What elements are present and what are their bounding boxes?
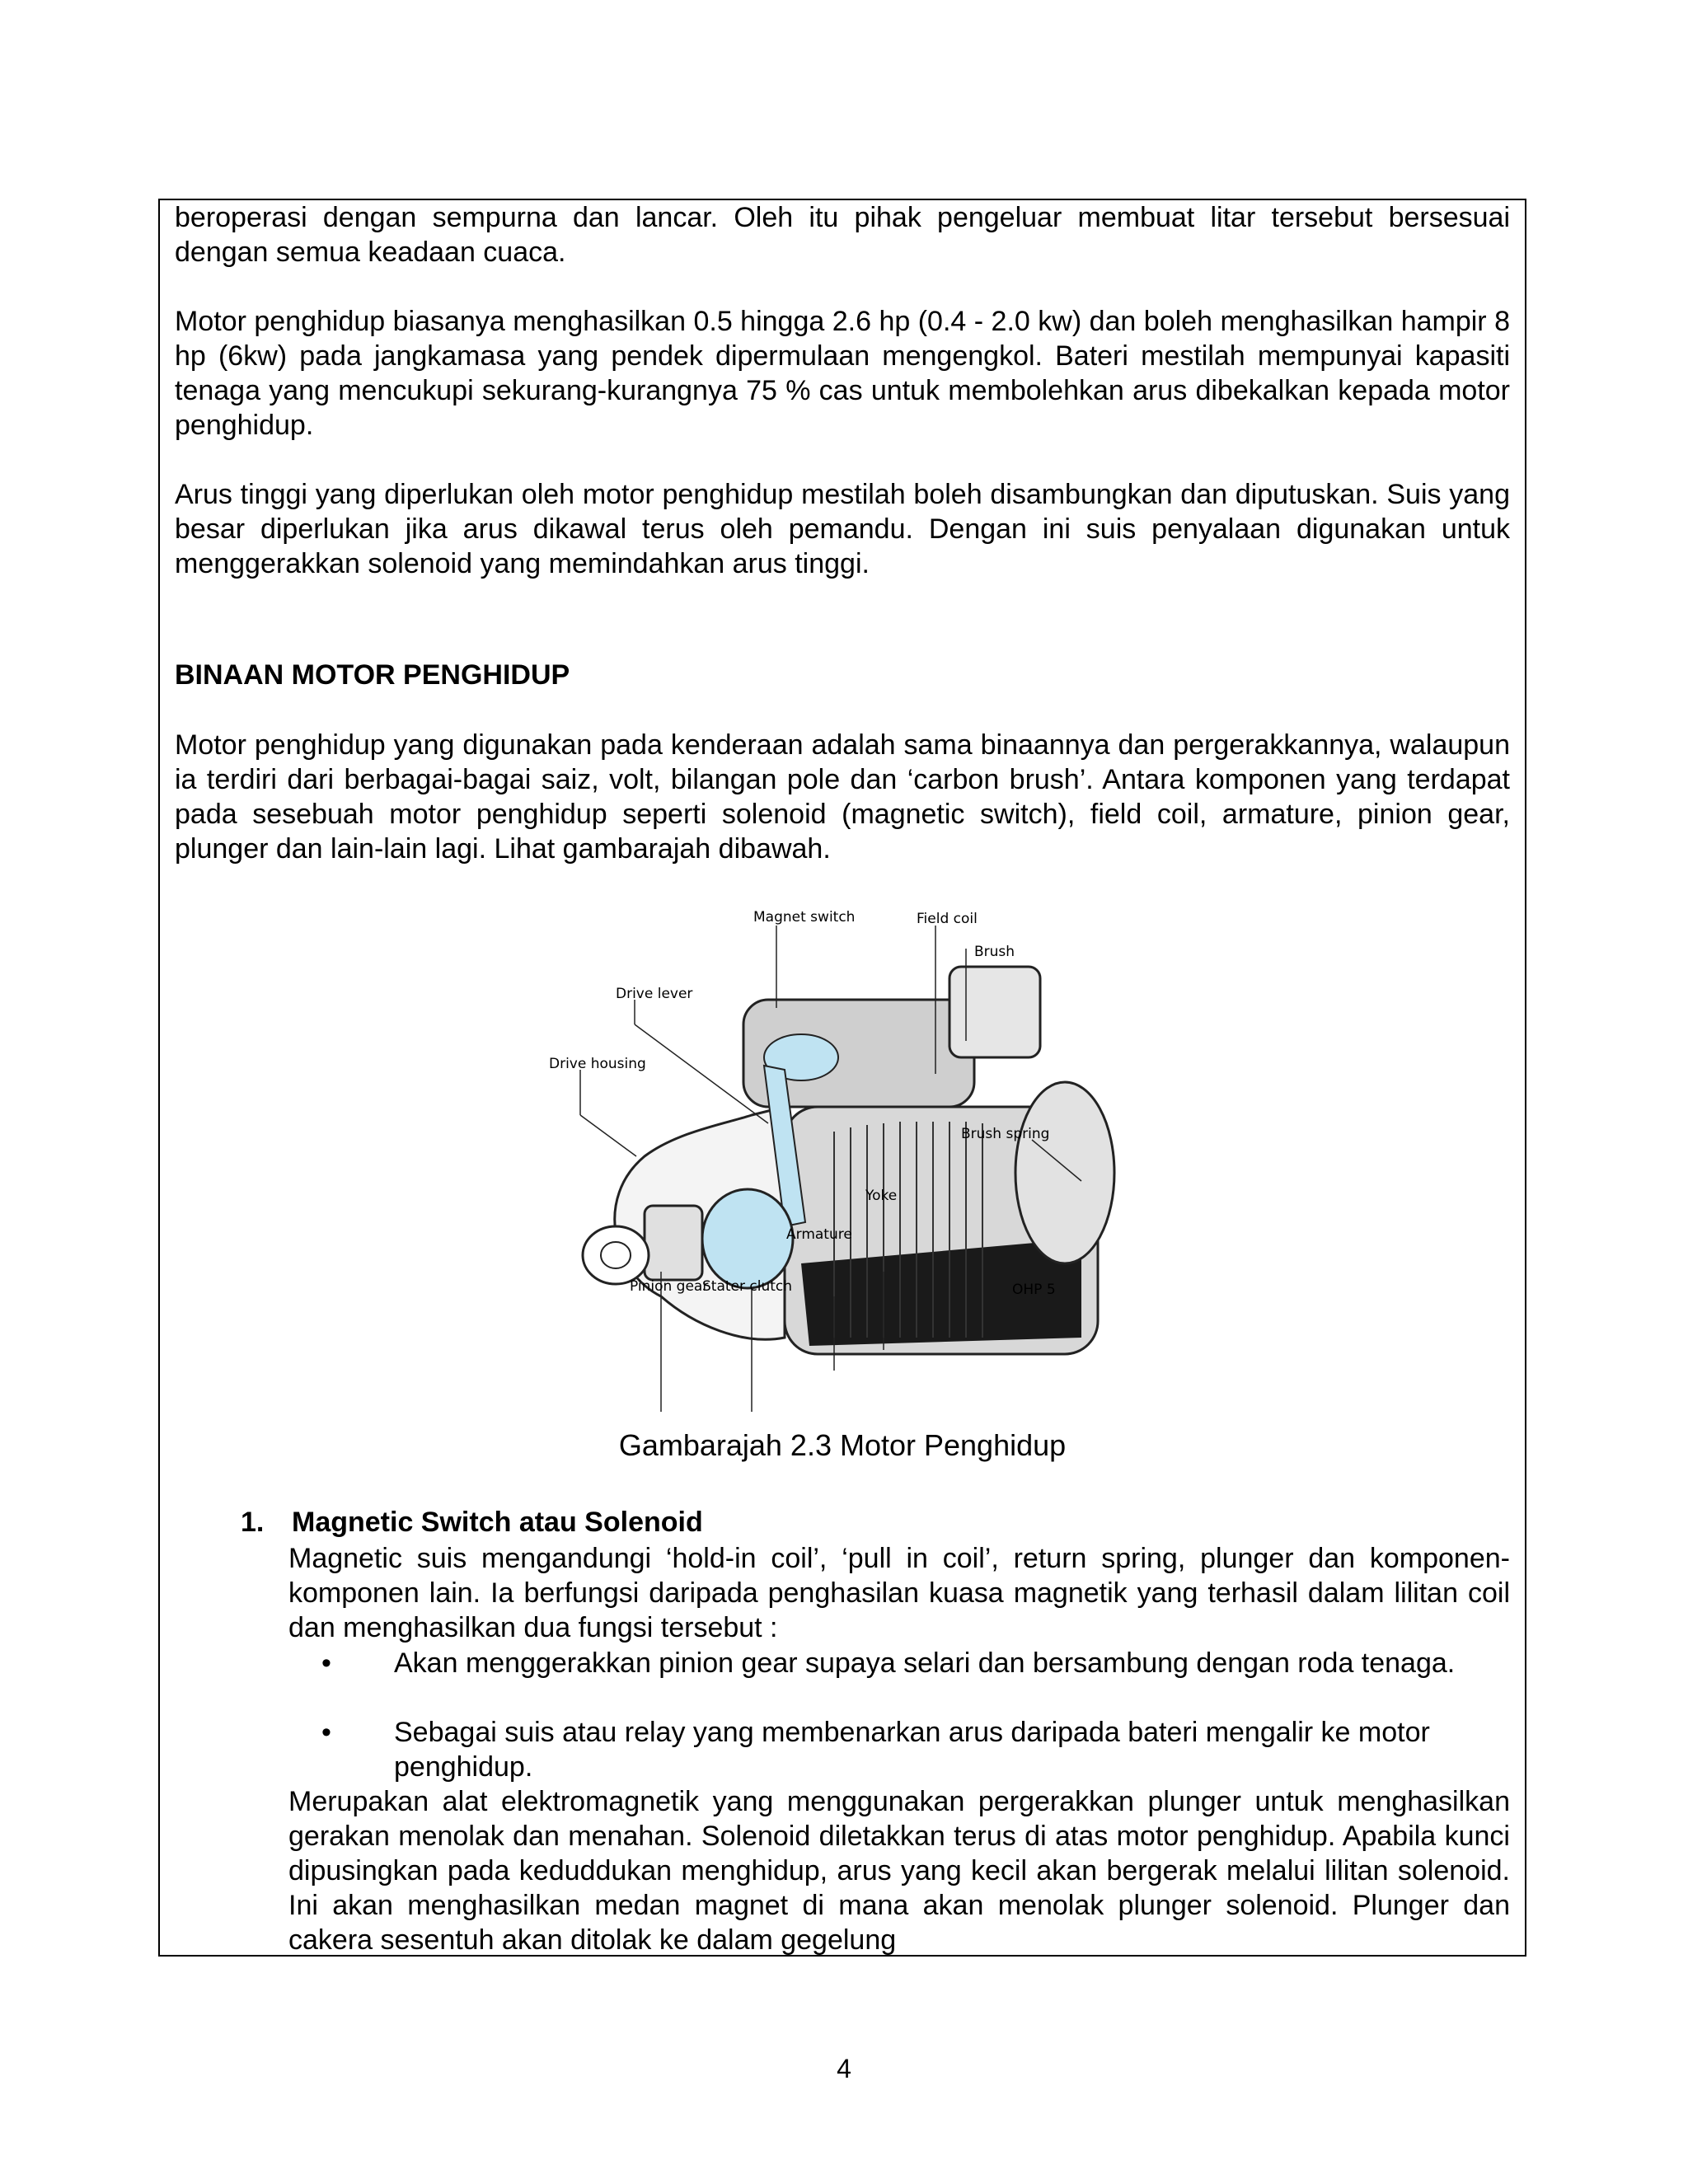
starter-motor-figure bbox=[537, 909, 1164, 1420]
label-ohp: OHP 5 bbox=[1012, 1282, 1056, 1298]
section-heading: BINAAN MOTOR PENGHIDUP bbox=[175, 659, 570, 691]
bullet-text: Akan menggerakkan pinion gear supaya selari dan bersambung dengan roda tenaga. bbox=[394, 1647, 1456, 1679]
list-number: 1. bbox=[241, 1507, 265, 1538]
paragraph-high-current: Arus tinggi yang diperlukan oleh motor penghidup mestilah boleh disambungkan dan diputuskan. Suis yang besar diperlukan jika arus dikawal terus oleh pemandu. Dengan ini suis penyalaan digunakan untuk menggerakkan solenoid yang memindahkan arus tinggi. bbox=[175, 479, 1510, 579]
label-stater-clutch: Stater clutch bbox=[702, 1278, 793, 1295]
paragraph-power-output: Motor penghidup biasanya menghasilkan 0.5 hingga 2.6 hp (0.4 - 2.0 kw) dan boleh menghasilkan hampir 8 hp (6kw) pada jangkamasa yang pendek dipermulaan mengengkol. Bateri mestilah mempunyai kapasiti tenaga yang mencukupi sekurang-kurangnya 75 % cas untuk membolehkan arus dibekalkan kepada motor penghidup. bbox=[175, 306, 1510, 441]
brush-end-frame bbox=[1015, 1082, 1114, 1263]
section-intro: Motor penghidup yang digunakan pada kenderaan adalah sama binaannya dan pergerakkannya, walaupun ia terdiri dari berbagai-bagai saiz, volt, bilangan pole dan ‘carbon brush’. Antara komponen yang terdapat pada sesebuah motor penghidup seperti solenoid (magnetic switch), field coil, armature, pinion gear, plunger dan lain-lain lagi. Lihat gambarajah dibawah. bbox=[175, 729, 1510, 865]
figure-caption: Gambarajah 2.3 Motor Penghidup bbox=[618, 1428, 1067, 1462]
pinion-gear-shape bbox=[645, 1206, 702, 1280]
paragraph-weather: beroperasi dengan sempurna dan lancar. Oleh itu pihak pengeluar membuat litar tersebut bersesuai dengan semua keadaan cuaca. bbox=[175, 202, 1510, 268]
label-brush-spring: Brush spring bbox=[961, 1126, 1050, 1142]
label-armature: Armature bbox=[786, 1226, 852, 1243]
bullet-text: Sebagai suis atau relay yang membenarkan arus daripada bateri mengalir ke motor penghidup. bbox=[394, 1717, 1430, 1783]
label-brush: Brush bbox=[974, 944, 1015, 960]
list-title-text: Magnetic Switch atau Solenoid bbox=[292, 1507, 703, 1538]
label-drive-lever: Drive lever bbox=[616, 986, 693, 1002]
list-item-title bbox=[241, 1507, 703, 1539]
list-intro: Magnetic suis mengandungi ‘hold-in coil’, ‘pull in coil’, return spring, plunger dan komponen-komponen lain. Ia berfungsi daripada penghasilan kuasa magnetik yang terhasil dalam lilitan coil dan menghasilkan dua fungsi tersebut : bbox=[288, 1543, 1510, 1643]
label-magnet-switch: Magnet switch bbox=[753, 909, 856, 926]
bullet-icon: • bbox=[321, 1717, 331, 1748]
label-drive-housing: Drive housing bbox=[549, 1056, 646, 1072]
stater-clutch-shape bbox=[702, 1189, 793, 1288]
content-frame bbox=[158, 199, 1526, 1957]
bullet-icon: • bbox=[321, 1647, 331, 1679]
list-closing: Merupakan alat elektromagnetik yang menggunakan pergerakkan plunger untuk menghasilkan gerakan menolak dan menahan. Solenoid diletakkan terus di atas motor penghidup. Apabila kunci dipusingkan pada keduddukan menghidup, arus yang kecil akan bergerak melalui lilitan solenoid. Ini akan menghasilkan medan magnet di mana akan menolak plunger solenoid. Plunger dan cakera sesentuh akan ditolak ke dalam gegelung bbox=[288, 1786, 1510, 1956]
field-coil-block bbox=[950, 967, 1040, 1057]
page-number: 4 bbox=[837, 2054, 851, 2083]
label-field-coil: Field coil bbox=[917, 911, 978, 927]
label-yoke: Yoke bbox=[865, 1188, 898, 1204]
label-pinion-gear: Pinion gear bbox=[630, 1278, 709, 1295]
